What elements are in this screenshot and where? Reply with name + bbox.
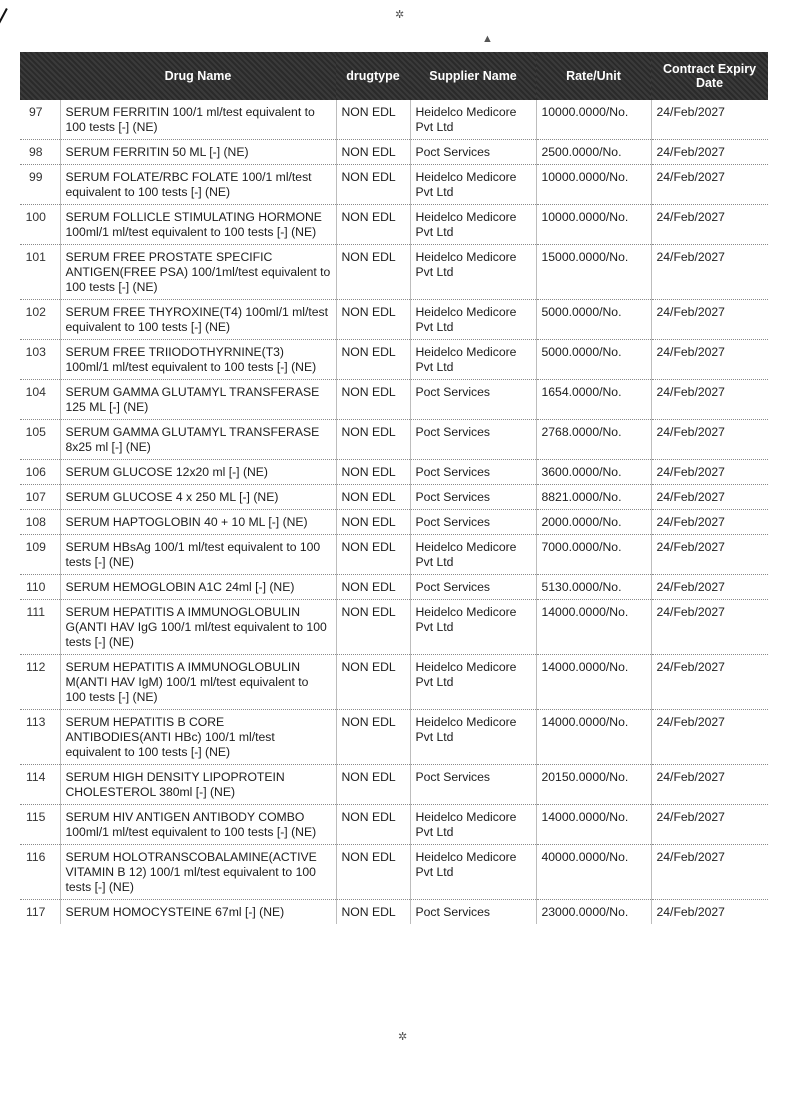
contract-expiry: 24/Feb/2027 (651, 165, 768, 205)
table-row (20, 100, 768, 140)
row-number: 116 (20, 845, 60, 900)
drug-type: NON EDL (336, 710, 410, 765)
contract-expiry: 24/Feb/2027 (651, 100, 768, 140)
row-number: 104 (20, 380, 60, 420)
table-row (20, 165, 768, 205)
rate-per-unit: 15000.0000/No. (536, 245, 651, 300)
row-number: 110 (20, 575, 60, 600)
table-row (20, 510, 768, 535)
drug-type: NON EDL (336, 420, 410, 460)
scan-speck: ✲ (395, 9, 405, 21)
rate-per-unit: 5000.0000/No. (536, 340, 651, 380)
drug-type: NON EDL (336, 380, 410, 420)
table-row (20, 205, 768, 245)
contract-expiry: 24/Feb/2027 (651, 140, 768, 165)
drug-rate-contract-table (20, 52, 768, 924)
drug-type: NON EDL (336, 340, 410, 380)
row-number: 115 (20, 805, 60, 845)
drug-name: SERUM HIV ANTIGEN ANTIBODY COMBO 100ml/1 ml/test equivalent to 100 tests [-] (NE) (60, 805, 336, 845)
scan-artifact-line (0, 8, 8, 133)
drug-type: NON EDL (336, 765, 410, 805)
table-header (20, 52, 768, 100)
supplier-name: Heidelco Medicore Pvt Ltd (410, 205, 536, 245)
contract-expiry: 24/Feb/2027 (651, 205, 768, 245)
row-number: 105 (20, 420, 60, 460)
drug-name: SERUM FERRITIN 50 ML [-] (NE) (60, 140, 336, 165)
drug-name: SERUM HBsAg 100/1 ml/test equivalent to 100 tests [-] (NE) (60, 535, 336, 575)
row-number: 100 (20, 205, 60, 245)
rate-per-unit: 14000.0000/No. (536, 710, 651, 765)
drug-type: NON EDL (336, 805, 410, 845)
drug-name: SERUM GLUCOSE 12x20 ml [-] (NE) (60, 460, 336, 485)
row-number: 111 (20, 600, 60, 655)
table-row (20, 535, 768, 575)
drug-name: SERUM FREE THYROXINE(T4) 100ml/1 ml/test equivalent to 100 tests [-] (NE) (60, 300, 336, 340)
table-row (20, 300, 768, 340)
drug-name: SERUM FOLLICLE STIMULATING HORMONE 100ml/1 ml/test equivalent to 100 tests [-] (NE) (60, 205, 336, 245)
row-number: 106 (20, 460, 60, 485)
row-number: 101 (20, 245, 60, 300)
rate-per-unit: 2500.0000/No. (536, 140, 651, 165)
supplier-name: Heidelco Medicore Pvt Ltd (410, 805, 536, 845)
drug-name: SERUM GAMMA GLUTAMYL TRANSFERASE 8x25 ml [-] (NE) (60, 420, 336, 460)
drug-type: NON EDL (336, 165, 410, 205)
drug-type: NON EDL (336, 535, 410, 575)
rate-per-unit: 10000.0000/No. (536, 100, 651, 140)
supplier-name: Heidelco Medicore Pvt Ltd (410, 245, 536, 300)
table-row (20, 575, 768, 600)
drug-name: SERUM HEPATITIS A IMMUNOGLOBULIN M(ANTI HAV IgM) 100/1 ml/test equivalent to 100 tests [-] (NE) (60, 655, 336, 710)
row-number: 113 (20, 710, 60, 765)
supplier-name: Poct Services (410, 510, 536, 535)
table-row (20, 765, 768, 805)
contract-expiry: 24/Feb/2027 (651, 900, 768, 925)
drug-type: NON EDL (336, 485, 410, 510)
supplier-name: Poct Services (410, 380, 536, 420)
row-number: 99 (20, 165, 60, 205)
supplier-name: Heidelco Medicore Pvt Ltd (410, 535, 536, 575)
rate-per-unit: 3600.0000/No. (536, 460, 651, 485)
drug-type: NON EDL (336, 245, 410, 300)
supplier-name: Poct Services (410, 420, 536, 460)
table-row (20, 485, 768, 510)
supplier-name: Heidelco Medicore Pvt Ltd (410, 710, 536, 765)
scan-speck: ▲ (482, 33, 493, 45)
table-row (20, 245, 768, 300)
header-contract-expiry-date: Contract Expiry Date (651, 52, 768, 100)
drug-type: NON EDL (336, 140, 410, 165)
drug-type: NON EDL (336, 205, 410, 245)
table-row (20, 710, 768, 765)
supplier-name: Heidelco Medicore Pvt Ltd (410, 655, 536, 710)
rate-per-unit: 20150.0000/No. (536, 765, 651, 805)
rate-per-unit: 1654.0000/No. (536, 380, 651, 420)
row-number: 107 (20, 485, 60, 510)
table-row (20, 380, 768, 420)
supplier-name: Poct Services (410, 140, 536, 165)
rate-per-unit: 23000.0000/No. (536, 900, 651, 925)
row-number: 112 (20, 655, 60, 710)
table-row (20, 900, 768, 925)
contract-expiry: 24/Feb/2027 (651, 485, 768, 510)
row-number: 97 (20, 100, 60, 140)
contract-expiry: 24/Feb/2027 (651, 805, 768, 845)
rate-per-unit: 2768.0000/No. (536, 420, 651, 460)
drug-rate-contract-table-wrapper (20, 52, 768, 924)
supplier-name: Heidelco Medicore Pvt Ltd (410, 100, 536, 140)
drug-name: SERUM HAPTOGLOBIN 40 + 10 ML [-] (NE) (60, 510, 336, 535)
contract-expiry: 24/Feb/2027 (651, 380, 768, 420)
table-row (20, 845, 768, 900)
contract-expiry: 24/Feb/2027 (651, 655, 768, 710)
supplier-name: Heidelco Medicore Pvt Ltd (410, 340, 536, 380)
header-supplier-name: Supplier Name (410, 52, 536, 100)
row-number: 109 (20, 535, 60, 575)
rate-per-unit: 2000.0000/No. (536, 510, 651, 535)
rate-per-unit: 14000.0000/No. (536, 805, 651, 845)
row-number: 114 (20, 765, 60, 805)
table-row (20, 655, 768, 710)
rate-per-unit: 14000.0000/No. (536, 655, 651, 710)
contract-expiry: 24/Feb/2027 (651, 535, 768, 575)
contract-expiry: 24/Feb/2027 (651, 600, 768, 655)
drug-type: NON EDL (336, 655, 410, 710)
table-row (20, 420, 768, 460)
row-number: 103 (20, 340, 60, 380)
header-rate-unit: Rate/Unit (536, 52, 651, 100)
contract-expiry: 24/Feb/2027 (651, 300, 768, 340)
drug-type: NON EDL (336, 845, 410, 900)
table-row (20, 805, 768, 845)
table-row (20, 460, 768, 485)
header-drugtype: drugtype (336, 52, 410, 100)
header-serial-number (20, 52, 60, 100)
supplier-name: Poct Services (410, 575, 536, 600)
supplier-name: Poct Services (410, 460, 536, 485)
table-body (20, 100, 768, 924)
rate-per-unit: 10000.0000/No. (536, 165, 651, 205)
drug-name: SERUM HOMOCYSTEINE 67ml [-] (NE) (60, 900, 336, 925)
drug-type: NON EDL (336, 600, 410, 655)
table-row (20, 340, 768, 380)
rate-per-unit: 10000.0000/No. (536, 205, 651, 245)
header-drug-name: Drug Name (60, 52, 336, 100)
rate-per-unit: 8821.0000/No. (536, 485, 651, 510)
table-row (20, 600, 768, 655)
rate-per-unit: 5000.0000/No. (536, 300, 651, 340)
supplier-name: Heidelco Medicore Pvt Ltd (410, 845, 536, 900)
contract-expiry: 24/Feb/2027 (651, 710, 768, 765)
drug-name: SERUM FERRITIN 100/1 ml/test equivalent to 100 tests [-] (NE) (60, 100, 336, 140)
drug-type: NON EDL (336, 575, 410, 600)
drug-type: NON EDL (336, 100, 410, 140)
contract-expiry: 24/Feb/2027 (651, 460, 768, 485)
drug-name: SERUM HEMOGLOBIN A1C 24ml [-] (NE) (60, 575, 336, 600)
contract-expiry: 24/Feb/2027 (651, 245, 768, 300)
row-number: 98 (20, 140, 60, 165)
drug-name: SERUM GAMMA GLUTAMYL TRANSFERASE 125 ML [-] (NE) (60, 380, 336, 420)
supplier-name: Poct Services (410, 765, 536, 805)
rate-per-unit: 5130.0000/No. (536, 575, 651, 600)
contract-expiry: 24/Feb/2027 (651, 845, 768, 900)
row-number: 108 (20, 510, 60, 535)
supplier-name: Heidelco Medicore Pvt Ltd (410, 600, 536, 655)
drug-name: SERUM FOLATE/RBC FOLATE 100/1 ml/test equivalent to 100 tests [-] (NE) (60, 165, 336, 205)
contract-expiry: 24/Feb/2027 (651, 510, 768, 535)
drug-name: SERUM GLUCOSE 4 x 250 ML [-] (NE) (60, 485, 336, 510)
row-number: 117 (26, 905, 46, 919)
rate-per-unit: 7000.0000/No. (536, 535, 651, 575)
contract-expiry: 24/Feb/2027 (651, 420, 768, 460)
table-row (20, 140, 768, 165)
drug-name: SERUM HEPATITIS A IMMUNOGLOBULIN G(ANTI HAV IgG 100/1 ml/test equivalent to 100 tests [-] (NE) (60, 600, 336, 655)
drug-type: NON EDL (336, 460, 410, 485)
drug-name: SERUM HOLOTRANSCOBALAMINE(ACTIVE VITAMIN B 12) 100/1 ml/test equivalent to 100 tests [-] (NE) (60, 845, 336, 900)
supplier-name: Heidelco Medicore Pvt Ltd (410, 165, 536, 205)
supplier-name: Poct Services (410, 485, 536, 510)
drug-name: SERUM HIGH DENSITY LIPOPROTEIN CHOLESTEROL 380ml [-] (NE) (60, 765, 336, 805)
rate-per-unit: 14000.0000/No. (536, 600, 651, 655)
supplier-name: Heidelco Medicore Pvt Ltd (410, 300, 536, 340)
drug-name: SERUM FREE TRIIODOTHYRNINE(T3) 100ml/1 ml/test equivalent to 100 tests [-] (NE) (60, 340, 336, 380)
drug-type: NON EDL (336, 510, 410, 535)
drug-name: SERUM FREE PROSTATE SPECIFIC ANTIGEN(FREE PSA) 100/1ml/test equivalent to 100 tests [-] (NE) (60, 245, 336, 300)
supplier-name: Poct Services (410, 900, 536, 925)
contract-expiry: 24/Feb/2027 (651, 340, 768, 380)
row-number: 102 (20, 300, 60, 340)
rate-per-unit: 40000.0000/No. (536, 845, 651, 900)
drug-type: NON EDL (336, 900, 410, 925)
drug-name: SERUM HEPATITIS B CORE ANTIBODIES(ANTI HBc) 100/1 ml/test equivalent to 100 tests [-] (NE) (60, 710, 336, 765)
drug-type: NON EDL (336, 300, 410, 340)
contract-expiry: 24/Feb/2027 (651, 575, 768, 600)
scan-speck: ✲ (398, 1031, 408, 1043)
contract-expiry: 24/Feb/2027 (651, 765, 768, 805)
